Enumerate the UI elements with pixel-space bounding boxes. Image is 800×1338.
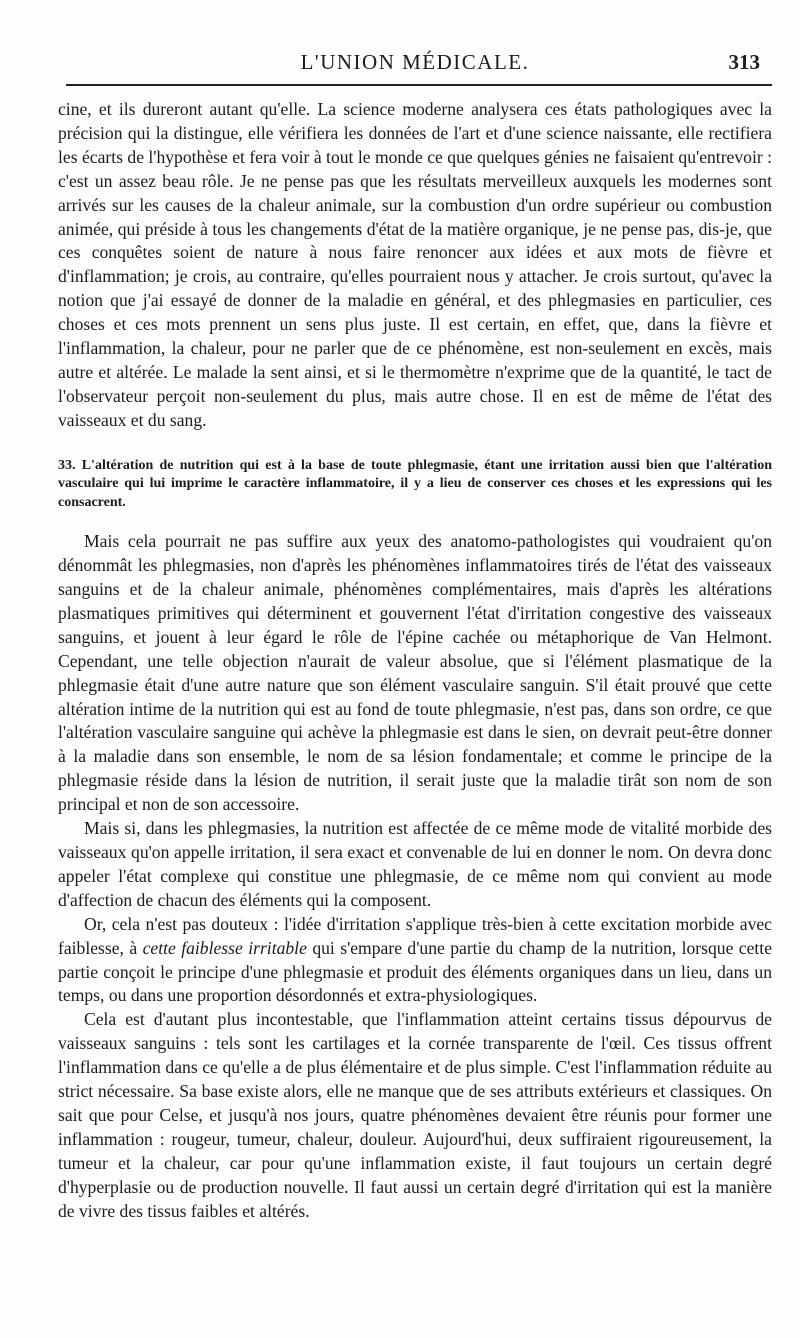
paragraph-text-after-italic: qui s'empare d'une partie du champ de la nutrition, lorsque cette partie conçoit le principe d'une phlegmasie et produit des éléments organiques dans un lieu, dans un temps, ou dans une proportion désordonnés et extra-physiologiques. xyxy=(58,937,773,1006)
italic-phrase: cette faiblesse irritable xyxy=(142,937,307,958)
paragraph-anatomo-pathologists: Mais cela pourrait ne pas suffire aux yeux des anatomo-pathologistes qui voudraient qu'on dénommât les phlegmasies, non d'après les phénomènes inflammatoires tirés de l'état des vaisseaux sanguins et de la chaleur animale, phénomènes complémentaires, mais d'après les altérations plasmatiques primitives qui déterminent et gouvernent l'état d'irritation congestive des vaisseaux sanguins, et jouent à leur égard le rôle de l'épine cachée ou métaphorique de Van Helmont. Cependant, une telle objection n'aurait de valeur absolue, que si l'élément plasmatique de la phlegmasie était d'une autre nature que son élément vasculaire sanguin. S'il était prouvé que cette altération intime de la nutrition qui est au fond de toute phlegmasie, n'est pas, dans son ordre, ce que l'altération vasculaire sanguine qui achève la phlegmasie est dans le sien, on devrait peut-être donner à la maladie dans son ensemble, le nom de sa lésion fondamentale; et comme le principe de la phlegmasie réside dans la lésion de nutrition, il serait juste que la maladie tirât son nom de son principal et non de son accessoire. xyxy=(58,531,772,815)
paragraph-avascular-tissues: Cela est d'autant plus incontestable, que l'inflammation atteint certains tissus dépourvus de vaisseaux sanguins : tels sont les cartilages et la cornée transparente de l'œil. Ces tissus offrent l'inflammation dans ce qu'elle a de plus élémentaire et de plus simple. C'est l'inflammation réduite au strict nécessaire. Sa base existe alors, elle ne manque que de ses attributs extérieurs et classiques. On sait que pour Celse, et jusqu'à nos jours, quatre phénomènes devaient être réunis pour former une inflammation : rougeur, tumeur, chaleur, douleur. Aujourd'hui, deux suffiraient rigoureusement, la tumeur et la chaleur, car pour qu'une inflammation existe, il faut toujours un certain degré d'hyperplasie ou de production nouvelle. Il faut aussi un certain degré d'irritation qui est la manière de vivre des tissus faibles et altérés. xyxy=(58,1009,772,1221)
body-text xyxy=(58,84,772,1223)
section-heading-33: 33. L'altération de nutrition qui est à la base de toute phlegmasie, étant une irritation aussi bien que l'altération vasculaire qui lui imprime le caractère inflammatoire, il y a lieu de conserver ces choses et les expressions qui les consacrent. xyxy=(58,457,772,510)
paragraph-text-before-italic: Or, cela n'est pas douteux : l'idée d'irritation s'applique très-bien à cette excitation morbide avec faiblesse, à xyxy=(58,913,772,958)
page-number: 313 xyxy=(728,50,760,74)
header-rule xyxy=(66,84,772,86)
paragraph-irritable-weakness xyxy=(58,913,772,1009)
paragraph-irritation-name: Mais si, dans les phlegmasies, la nutrition est affectée de ce même mode de vitalité morbide des vaisseaux qu'on appelle irritation, il sera exact et convenable de lui en donner le nom. On devra donc appeler l'état complexe qui constitue une phlegmasie, de ce même nom qui convient au mode d'affection de chacun des éléments qui la composent. xyxy=(58,818,772,910)
paragraph-continuation: cine, et ils dureront autant qu'elle. La science moderne analysera ces états pathologiques avec la précision qui la distingue, elle vérifiera les données de l'art et d'une science naissante, elle rectifiera les écarts de l'hypothèse et fera voir à tout le monde ce que quelques génies ne faisaient qu'entrevoir : c'est un assez beau rôle. Je ne pense pas que les résultats merveilleux auxquels les modernes sont arrivés sur les causes de la chaleur animale, sur la combustion d'un ordre supérieur ou combustion animée, qui préside à tous les changements d'état de la matière organique, je ne pense pas, dis-je, que ces conquêtes soient de nature à nous faire renoncer aux idées et aux mots de fièvre et d'inflammation; je crois, au contraire, qu'elles pourraient nous y attacher. Je crois surtout, qu'avec la notion que j'ai essayé de donner de la maladie en général, et des phlegmasies en particulier, ces choses et ces mots prennent un sens plus juste. Il est certain, en effet, que, dans la fièvre et l'inflammation, la chaleur, pour ne parler que de ce phénomène, est non-seulement en excès, mais autre et altérée. Le malade la sent ainsi, et si le thermomètre n'exprime que de la quantité, le tact de l'observateur perçoit non-seulement du plus, mais autre chose. Il en est de même de l'état des vaisseaux et du sang. xyxy=(58,99,772,430)
page-header xyxy=(58,0,772,84)
running-title: L'UNION MÉDICALE. xyxy=(300,50,530,74)
